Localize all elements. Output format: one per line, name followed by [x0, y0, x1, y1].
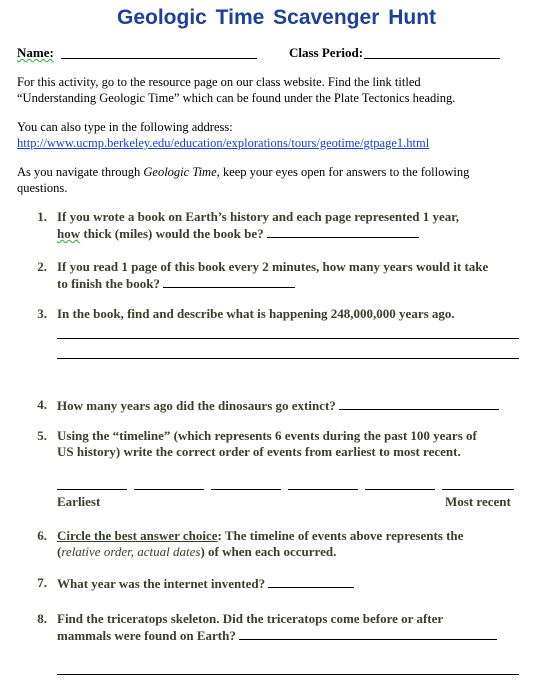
- question-7: What year was the internet invented?: [57, 575, 532, 592]
- name-label: Name:: [17, 45, 54, 60]
- answer-blank[interactable]: [267, 225, 419, 238]
- question-number: 3.: [37, 306, 47, 321]
- question-3: In the book, find and describe what is happening 248,000,000 years ago.: [57, 306, 455, 321]
- timeline-earliest-label: Earliest: [57, 494, 101, 509]
- address-paragraph: [17, 119, 537, 151]
- answer-line[interactable]: [57, 674, 519, 675]
- intro-paragraph: For this activity, go to the resource page on our class website. Find the link titled “Understanding Geologic Time” which can be found under the Plate Tectonics heading.: [17, 75, 456, 105]
- answer-blank[interactable]: [163, 275, 295, 288]
- answer-blank[interactable]: [268, 575, 354, 588]
- answer-blank[interactable]: [339, 397, 499, 410]
- question-number: 5.: [37, 428, 47, 443]
- timeline-blank[interactable]: [288, 489, 358, 490]
- timeline-most-recent-label: Most recent: [445, 494, 511, 509]
- question-2: If you read 1 page of this book every 2 minutes, how many years would it take to finish the book?: [57, 259, 489, 291]
- timeline-blank[interactable]: [211, 489, 281, 490]
- class-period-label: Class Period:: [289, 45, 364, 60]
- question-1: If you wrote a book on Earth’s history and each page represented 1 year, how thick (miles) would the book be?: [57, 209, 460, 241]
- timeline-blank[interactable]: [442, 489, 514, 490]
- worksheet-title: Geologic Time Scavenger Hunt: [116, 6, 437, 29]
- question-8: Find the triceratops skeleton. Did the triceratops come before or after mammals were found on Earth?: [57, 611, 532, 644]
- timeline-blank[interactable]: [57, 489, 127, 490]
- question-6: Circle the best answer choice: The timeline of events above represents the (relative order, actual dates) of when each occurred.: [57, 528, 464, 559]
- navigate-paragraph: As you navigate through Geologic Time, keep your eyes open for answers to the following questions.: [17, 165, 470, 195]
- question-number: 8.: [37, 611, 47, 626]
- question-4: How many years ago did the dinosaurs go extinct?: [57, 397, 532, 414]
- question-number: 1.: [37, 209, 47, 224]
- class-period-field[interactable]: [364, 58, 500, 59]
- geotime-url-link[interactable]: http://www.ucmp.berkeley.edu/education/explorations/tours/geotime/gtpage1.html: [17, 136, 430, 150]
- timeline-blank[interactable]: [365, 489, 435, 490]
- question-number: 7.: [37, 575, 47, 590]
- timeline-blank[interactable]: [134, 489, 204, 490]
- answer-line[interactable]: [57, 338, 519, 339]
- answer-blank[interactable]: [239, 627, 497, 640]
- name-field[interactable]: [61, 58, 257, 59]
- question-number: 4.: [37, 397, 47, 412]
- question-number: 6.: [37, 528, 47, 543]
- question-5: Using the “timeline” (which represents 6 events during the past 100 years of US history) write the correct order of events from earliest to most recent.: [57, 428, 477, 459]
- address-text: You can also type in the following address:: [17, 120, 233, 134]
- answer-line[interactable]: [57, 358, 519, 359]
- question-number: 2.: [37, 259, 47, 274]
